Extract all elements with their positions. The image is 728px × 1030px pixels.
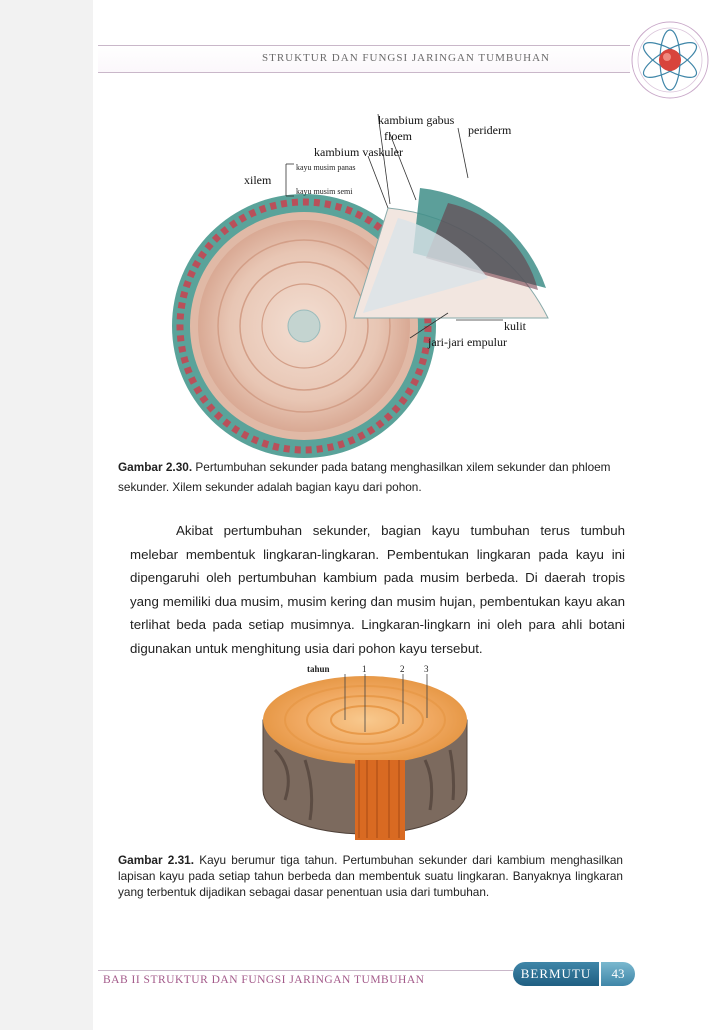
- label-tahun: tahun: [307, 664, 330, 674]
- figure1-caption-line2: sekunder. Xilem sekunder adalah bagian kayu dari pohon.: [118, 480, 422, 494]
- header-title: STRUKTUR DAN FUNGSI JARINGAN TUMBUHAN: [262, 52, 550, 64]
- label-kambium-vaskuler: kambium vaskuler: [314, 145, 403, 159]
- body-paragraph: Akibat pertumbuhan sekunder, bagian kayu tumbuhan terus tumbuh melebar membentuk lingkaran-lingkaran. Pembentukan lingkaran pada kayu ini dipengaruhi oleh pertumbuhan kambium pada musim berbeda. Di daerah tropis yang memiliki dua musim, musim kering dan musim hujan, pembentukan kayu akan terlihat beda pada setiap musimnya. Lingkaran-lingkarn ini oleh para ahli botani digunakan untuk menghitung usia dari pohon kayu tersebut.: [130, 523, 625, 656]
- footer-brand: BERMUTU: [513, 962, 599, 986]
- label-kulit: kulit: [504, 319, 527, 333]
- label-kambium-gabus: kambium gabus: [378, 113, 455, 127]
- stem-cross-section-figure: [158, 108, 550, 458]
- footer-chapter-title: BAB II STRUKTUR DAN FUNGSI JARINGAN TUMBUHAN: [103, 974, 425, 986]
- stem-pith: [288, 310, 320, 342]
- label-jari-jari-empulur: jari-jari empulur: [428, 335, 507, 349]
- label-periderm: periderm: [468, 123, 512, 137]
- figure2-caption: [118, 852, 623, 900]
- footer-rule: [98, 970, 513, 971]
- figure1-caption-label: Gambar 2.30.: [118, 460, 193, 474]
- label-xilem: xilem: [244, 173, 272, 187]
- tree-rings-figure: [255, 660, 475, 850]
- bermutu-logo: [624, 18, 716, 102]
- label-kayu-musim-panas: kayu musim panas: [296, 163, 356, 172]
- figure1-caption-line1: [118, 458, 611, 476]
- figure2-caption-text: Kayu berumur tiga tahun. Pertumbuhan sekunder dari kambium menghasilkan lapisan kayu pada setiap tahun berbeda dan membentuk suatu lingkaran. Banyaknya lingkaran yang terbentuk dijadikan sebagai dasar penentuan usia dari tumbuhan.: [118, 853, 623, 899]
- label-year-3: 3: [424, 664, 429, 674]
- figure1-caption-text: Pertumbuhan sekunder pada batang menghasilkan xilem sekunder dan phloem: [192, 460, 611, 474]
- label-year-1: 1: [362, 664, 367, 674]
- label-year-2: 2: [400, 664, 405, 674]
- left-margin-band: [0, 0, 93, 1030]
- page-number: 43: [601, 962, 635, 986]
- label-kayu-musim-semi: kayu musim semi: [296, 187, 353, 196]
- label-floem: floem: [384, 129, 412, 143]
- figure2-caption-label: Gambar 2.31.: [118, 853, 195, 867]
